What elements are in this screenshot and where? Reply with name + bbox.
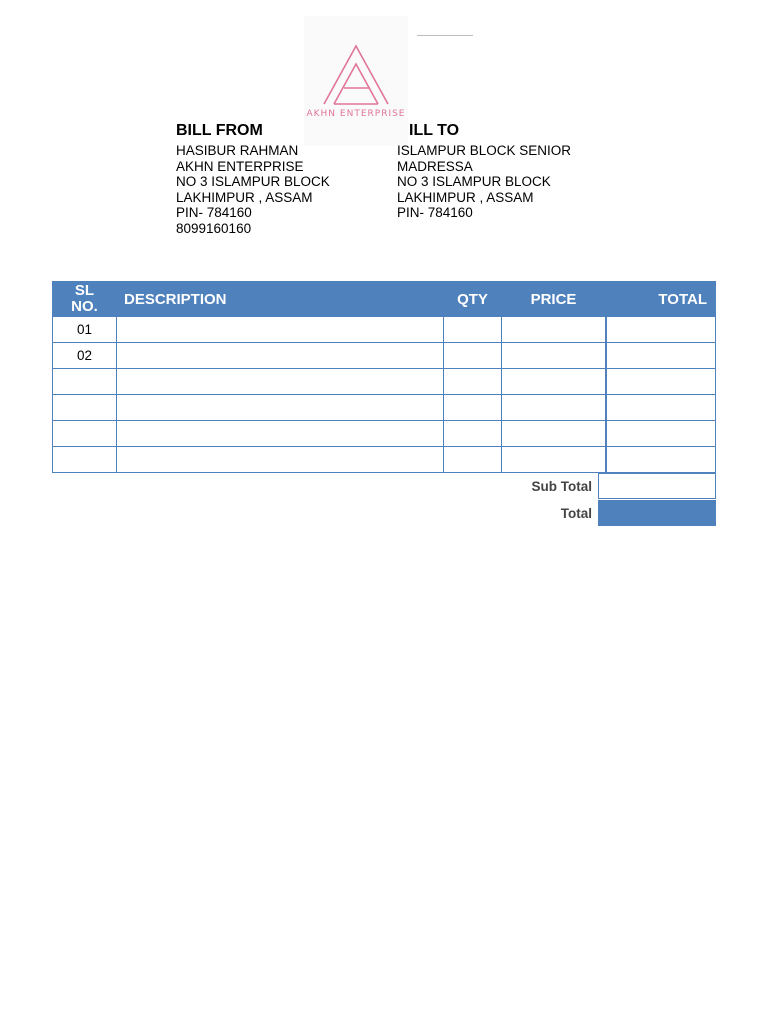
bill-from-title: BILL FROM <box>176 122 263 139</box>
cell-total[interactable] <box>606 421 716 447</box>
cell-description[interactable] <box>117 317 444 343</box>
cell-sl <box>53 421 117 447</box>
bill-to-line: PIN- 784160 <box>397 205 473 220</box>
cell-description[interactable] <box>117 447 444 473</box>
logo-company-name: AKHN ENTERPRISE <box>306 109 406 119</box>
subtotal-label: Sub Total <box>531 479 592 494</box>
table-header-row <box>53 282 716 317</box>
header-no-label: NO. <box>71 298 98 315</box>
table-row <box>53 447 716 473</box>
cell-price[interactable] <box>502 395 606 421</box>
cell-price[interactable] <box>502 317 606 343</box>
cell-description[interactable] <box>117 395 444 421</box>
bill-from-address <box>176 143 330 236</box>
cell-total[interactable] <box>606 317 716 343</box>
subtotal-value[interactable] <box>598 473 716 499</box>
cell-qty[interactable] <box>444 317 502 343</box>
bill-to-title: ILL TO <box>409 122 460 139</box>
akhn-logo-icon <box>322 44 390 106</box>
bill-from-line: NO 3 ISLAMPUR BLOCK <box>176 174 330 189</box>
bill-from-line: AKHN ENTERPRISE <box>176 158 304 174</box>
table-row <box>53 395 716 421</box>
cell-qty[interactable] <box>444 447 502 473</box>
cell-sl <box>53 395 117 421</box>
cell-qty[interactable] <box>444 369 502 395</box>
table-row <box>53 421 716 447</box>
cell-qty[interactable] <box>444 343 502 369</box>
cell-description[interactable] <box>117 421 444 447</box>
company-logo <box>304 16 408 146</box>
header-sl-no <box>53 282 117 317</box>
bill-to-line: NO 3 ISLAMPUR BLOCK <box>397 174 551 189</box>
total-value[interactable] <box>598 500 716 526</box>
divider-line <box>417 35 473 36</box>
cell-price[interactable] <box>502 343 606 369</box>
cell-sl <box>53 447 117 473</box>
cell-description[interactable] <box>117 369 444 395</box>
cell-price[interactable] <box>502 369 606 395</box>
header-total: TOTAL <box>606 282 716 317</box>
bill-to-line: LAKHIMPUR , ASSAM <box>397 189 534 205</box>
bill-from-line: PIN- 784160 <box>176 205 252 220</box>
cell-sl <box>53 369 117 395</box>
cell-qty[interactable] <box>444 395 502 421</box>
cell-price[interactable] <box>502 447 606 473</box>
bill-to-line: ISLAMPUR BLOCK SENIOR <box>397 143 572 158</box>
header-description: DESCRIPTION <box>117 282 444 317</box>
items-table <box>52 281 716 473</box>
total-label: Total <box>560 506 592 521</box>
header-sl-label: SL <box>74 282 95 299</box>
cell-qty[interactable] <box>444 421 502 447</box>
cell-total[interactable] <box>606 369 716 395</box>
header-price: PRICE <box>502 282 606 317</box>
bill-to-address <box>397 143 571 221</box>
cell-sl: 01 <box>53 317 117 343</box>
bill-from-line: HASIBUR RAHMAN <box>176 143 299 158</box>
cell-total[interactable] <box>606 395 716 421</box>
bill-from-line: LAKHIMPUR , ASSAM <box>176 189 313 205</box>
bill-from-phone: 8099160160 <box>176 220 252 236</box>
bill-to-line: MADRESSA <box>397 158 473 174</box>
cell-sl: 02 <box>53 343 117 369</box>
table-row <box>53 369 716 395</box>
cell-total[interactable] <box>606 343 716 369</box>
header-qty: QTY <box>444 282 502 317</box>
cell-price[interactable] <box>502 421 606 447</box>
table-row <box>53 317 716 343</box>
table-row <box>53 343 716 369</box>
cell-description[interactable] <box>117 343 444 369</box>
cell-total[interactable] <box>606 447 716 473</box>
